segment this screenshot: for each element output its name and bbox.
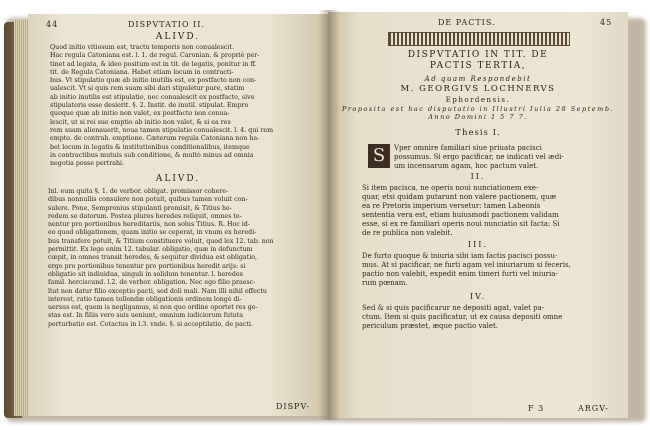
text-line: um incensarum agam, hoc pactum valet. — [394, 162, 539, 170]
right-running-head: DE PACTIS. — [438, 18, 496, 27]
right-catchword: ARGV- — [578, 404, 609, 413]
text-line: tit. de Regula Catoniana. Habet etiam locum in contracti- — [50, 68, 234, 76]
text-line: ualescit. Vt si quis rem suam sibi dari stipuletur pure, statim — [50, 85, 245, 93]
text-line: Quod initio vitiosum est, tractu temporis non conualescit. — [50, 44, 234, 51]
proposita-line: Proposita est hac disputatio in Illustri Iulia 28 Septemb. — [341, 105, 615, 113]
respondent-intro: Ad quam Respondebit — [424, 75, 532, 83]
text-line: De furto quoque & iniuria sibi iam factis pacisci possu- — [362, 252, 558, 260]
text-line: empto. de contrah. emptione. Cæterum regula Catoniana non ha- — [50, 135, 260, 143]
text-line: Sed & si quis pacificarur ne depositi agat, valet pa- — [362, 304, 545, 312]
text-line: uersus est, quem is negligamus, si non quo ordine oportet res ge- — [48, 304, 258, 312]
left-block2-heading: ALIVD. — [155, 174, 201, 184]
text-line: quar, etsi quidam putarunt non valere pactionem, quæ — [362, 193, 557, 201]
left-block1-text — [50, 44, 273, 168]
text-line: rum pœnam. — [362, 279, 408, 287]
text-line: stas est. In filiis vero suis ueniunt, omnium iudiciorum fututa — [48, 312, 243, 320]
text-line: interest, ratio tamen tollendæ obligationis ordinem longè di- — [48, 295, 242, 303]
text-line: rem suam alienauerit, noua tamen stipulatio conualescit. l. 4. qui rem — [50, 126, 274, 134]
respondent-name: M. GEORGIVS LOCHNERVS — [400, 84, 556, 94]
thesis3-number: III. — [467, 240, 489, 249]
decorative-ornament-band — [388, 32, 570, 46]
text-line: dibus nonnullis consulere non potuit, quibus tamen voluit con- — [48, 196, 248, 204]
text-line: tinet ad legata, & ideo positum est in tit. de legatis, ponitur in ff. — [50, 60, 257, 68]
text-line: pactio non valebit, expedit enim timeri furti vel iniuria- — [362, 270, 558, 278]
text-line: Inl. eum quita §. 1. de verbor. obligat. promissor cohere- — [48, 188, 229, 195]
thesis3-text — [362, 252, 571, 288]
text-line: Hac regula Catoniana est. l. 1. de regul. Caronian. & propriè per- — [50, 52, 260, 60]
text-line: sententia vera est, etiam huiusmodi pactionem validam — [362, 211, 559, 219]
text-line: obligatio sit indiuidua, singuli in solidum tenentur. l. heredes — [48, 270, 243, 278]
text-line: sulere. Pone, Sempronius stipulanti promisit, & Titius he- — [48, 204, 232, 212]
left-catchword: DISPV- — [276, 402, 311, 411]
text-line: perturbatio est. Cotactus in l.3. vnde. §. si acceptilatio, de pacti. — [48, 320, 253, 328]
thesis2-text — [362, 184, 560, 238]
thesis4-number: IV. — [469, 292, 487, 301]
text-line: eo quod obligationem, quam initio se ceperat, in vnum ex heredi- — [48, 229, 257, 237]
disputation-title — [328, 50, 628, 72]
text-line: ab initio inutilis est stipulatio, nec conualescit ex postfacto, sive — [50, 93, 255, 101]
left-block1-heading: ALIVD. — [155, 32, 201, 42]
text-line: Vper omnire familiari siue priuata pacisci — [394, 144, 542, 152]
thesis1-text — [394, 144, 564, 171]
left-block2-text — [48, 188, 274, 329]
text-line: de re publica non valebit. — [362, 229, 453, 237]
signature-mark: F 3 — [528, 404, 545, 413]
right-page — [328, 12, 628, 418]
left-running-head: DISPVTATIO II. — [128, 20, 205, 29]
text-line: mus. At si pacificar, ne furti agam vel iniuriarum si feceris, — [362, 261, 571, 269]
text-line: quoque quæ ab initio non valet, ex postfacto non conua- — [50, 110, 230, 118]
text-line: stipulatoris esse desierit. §. 2. Instit. de inutil. stipulat. Empro — [50, 102, 249, 110]
text-line: ergo pro portionibus tenentur pro portionibus heredit arijs: si — [48, 262, 246, 270]
text-line: nentur pro portionibus hereditariis, non solus Titius. R. Hoc id- — [48, 221, 250, 229]
left-page-number: 44 — [46, 20, 59, 29]
text-line: redem se datorum. Postea plures heredes reliquit, omnes te- — [48, 212, 242, 220]
right-page-number: 45 — [600, 18, 613, 27]
text-line: bet locum in legatis & institutionibus conditionalibus, itemque — [50, 143, 250, 151]
title-line: DISPVTATIO IN TIT. DE — [407, 50, 549, 60]
title-line: PACTIS TERTIA, — [429, 61, 527, 71]
text-line: famil. herciscund. l.2. de verbor. obligation. Nec ego filio praesc- — [48, 279, 256, 287]
thesis2-number: II. — [470, 172, 486, 181]
respondent-origin: Ephordensis. — [445, 96, 511, 104]
text-line: lescit, ut si rei sue emptio ab initio non valet, & si ea res — [50, 118, 231, 126]
text-line: cœpit, in omnes transit heredes, & sequitur dividua est obligatio, — [48, 254, 257, 262]
decorated-initial: S — [368, 144, 390, 168]
book-gutter — [318, 10, 340, 420]
proposita-note — [328, 105, 628, 121]
text-line: ctum. Item si quis pacificatur, ut ex causa depositi omne — [362, 313, 563, 321]
text-line: bus. Vt stipulatio quæ ab initio inutilis est, ex postfacto non con- — [50, 77, 257, 85]
text-line: esse, si ex re familiari operis noui nunciatio sit facta: Si — [362, 220, 560, 228]
text-line: Si item pacisca, ne operis noui nunciationem exe- — [362, 184, 539, 192]
text-line: possumus. Si ergo pacificar, ne indicati vel ædi- — [394, 153, 564, 161]
text-line: ltat non datur filio exceptio pacti, sed doli mali. Nam illi nihil effectu — [48, 287, 267, 295]
text-line: permittit. Ex lege enim 12. tabular. obligatio, quæ in defunctum — [48, 246, 253, 254]
text-line: periculum præstet, æque pactio valet. — [362, 322, 499, 330]
text-line: bus transfere potuit, & Titium constituere voluit, quod lex 12. tab. non — [48, 237, 274, 245]
left-page — [28, 14, 328, 416]
thesis4-text — [362, 304, 562, 331]
text-line: negotia posse pertrahi. — [50, 160, 125, 168]
thesis-heading: Thesis I. — [455, 128, 501, 138]
text-line: ea re Pretoris imperium versetur: tamen Labeonis — [362, 202, 541, 210]
text-line: in contractibus mutuis sub conditione, & multò minus ad omnia — [50, 151, 254, 159]
proposita-line: Anno Domini 1 5 7 7. — [428, 113, 528, 121]
